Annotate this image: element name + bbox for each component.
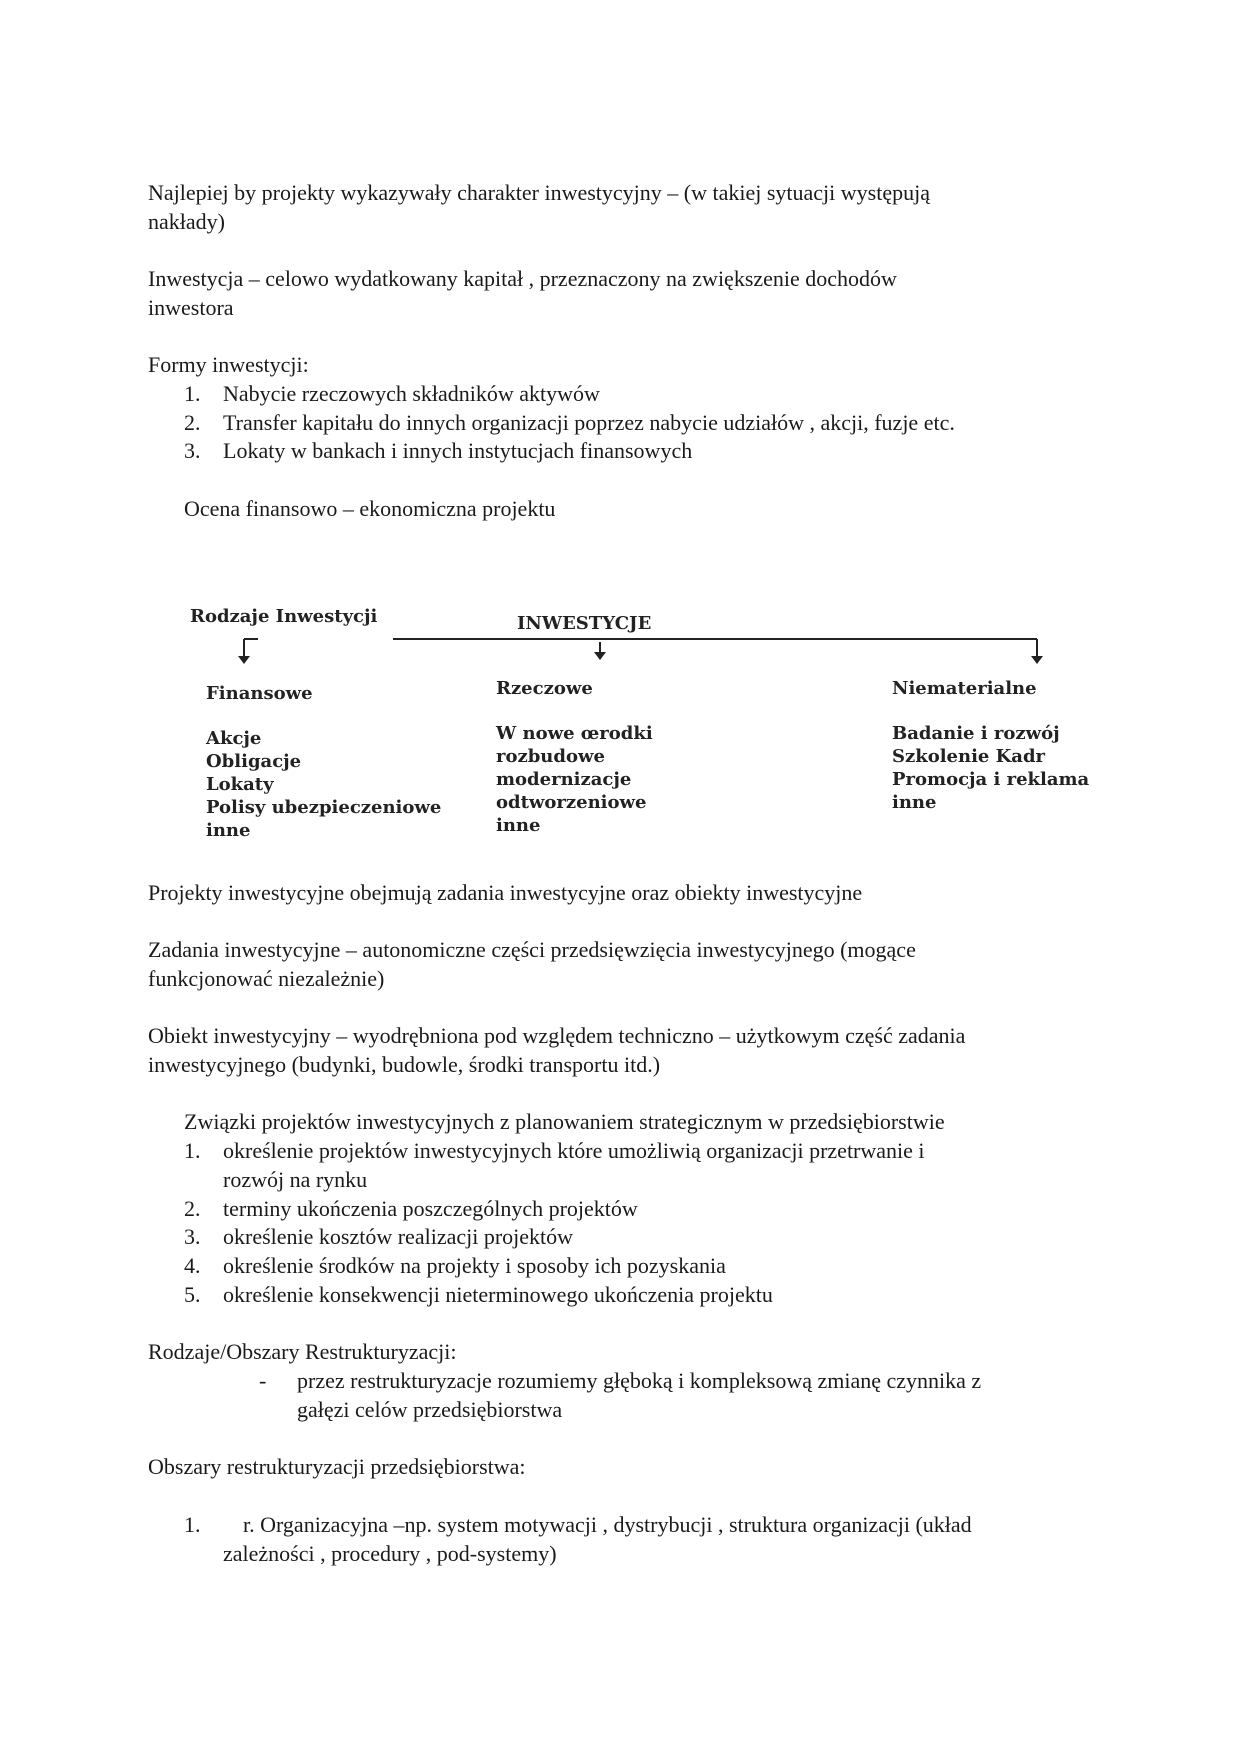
assessment-heading: Ocena finansowo – ekonomiczna projektu xyxy=(184,496,556,521)
forms-heading: Formy inwestycji: xyxy=(148,352,309,377)
investment-definition-line-1: Inwestycja – celowo wydatkowany kapitał , przeznaczony na zwiększenie dochodów xyxy=(148,266,897,291)
diagram-arrow-mid xyxy=(594,652,606,660)
tasks-line-1: Zadania inwestycyjne – autonomiczne części przedsięwzięcia inwestycyjnego (mogące xyxy=(148,937,916,962)
object-line-1: Obiekt inwestycyjny – wyodrębniona pod względem techniczno – użytkowym część zadania xyxy=(148,1023,966,1048)
strategic-item-5: określenie konsekwencji nieterminowego ukończenia projektu xyxy=(223,1282,773,1307)
forms-item-1: Nabycie rzeczowych składników aktywów xyxy=(223,381,600,406)
diagram-branch-rzeczowe-items xyxy=(496,722,653,837)
diagram-finansowe-item: inne xyxy=(206,820,251,841)
intro-line-2: nakłady) xyxy=(148,209,225,234)
diagram-branch-rzeczowe-title: Rzeczowe xyxy=(496,678,593,699)
diagram-finansowe-item: Akcje xyxy=(206,728,262,749)
strategic-item-4: określenie środków na projekty i sposoby ich pozyskania xyxy=(223,1253,726,1278)
strategic-item-1-line-2: rozwój na rynku xyxy=(223,1167,368,1192)
forms-item-2: Transfer kapitału do innych organizacji poprzez nabycie udziałów , akcji, fuzje etc. xyxy=(223,410,955,435)
diagram-finansowe-item: Obligacje xyxy=(206,751,302,772)
strategic-item-2-number: 2. xyxy=(184,1196,201,1221)
diagram-arrow-right xyxy=(1031,656,1043,664)
areas-item-1-line-1: r. Organizacyjna –np. system motywacji , dystrybucji , struktura organizacji (układ xyxy=(243,1512,972,1537)
restructuring-line-2: gałęzi celów przedsiębiorstwa xyxy=(297,1397,563,1422)
diagram-finansowe-item: Polisy ubezpieczeniowe xyxy=(206,797,442,818)
forms-item-3: Lokaty w bankach i innych instytucjach finansowych xyxy=(223,438,693,463)
diagram-rzeczowe-item: odtworzeniowe xyxy=(496,792,647,813)
diagram-branch-niematerialne-title: Niematerialne xyxy=(892,678,1037,699)
diagram-label-types: Rodzaje Inwestycji xyxy=(190,606,378,627)
areas-item-1-number: 1. xyxy=(184,1512,201,1537)
object-line-2: inwestycyjnego (budynki, budowle, środki transportu itd.) xyxy=(148,1052,661,1077)
forms-item-1-number: 1. xyxy=(184,381,201,406)
diagram-niematerialne-item: Badanie i rozwój xyxy=(892,723,1060,744)
strategic-item-1-number: 1. xyxy=(184,1138,201,1163)
strategic-item-3: określenie kosztów realizacji projektów xyxy=(223,1224,574,1249)
diagram-finansowe-item: Lokaty xyxy=(206,774,274,795)
diagram-branch-niematerialne-items xyxy=(892,722,1089,814)
projects-paragraph: Projekty inwestycyjne obejmują zadania inwestycyjne oraz obiekty inwestycyjne xyxy=(148,880,863,905)
tasks-line-2: funkcjonować niezależnie) xyxy=(148,966,385,991)
strategic-heading: Związki projektów inwestycyjnych z planowaniem strategicznym w przedsiębiorstwie xyxy=(184,1109,945,1134)
areas-item-1-line-2: zależności , procedury , pod-systemy) xyxy=(223,1541,557,1566)
intro-line-1: Najlepiej by projekty wykazywały charakter inwestycyjny – (w takiej sytuacji występują xyxy=(148,180,930,205)
diagram-niematerialne-item: Promocja i reklama xyxy=(892,769,1090,790)
strategic-item-4-number: 4. xyxy=(184,1253,201,1278)
restructuring-dash: - xyxy=(259,1368,267,1393)
diagram-niematerialne-item: Szkolenie Kadr xyxy=(892,746,1046,767)
diagram-rzeczowe-item: modernizacje xyxy=(496,769,632,790)
strategic-item-2: terminy ukończenia poszczególnych projektów xyxy=(223,1196,638,1221)
diagram-rzeczowe-item: W nowe œrodki xyxy=(496,723,653,744)
diagram-branch-finansowe-title: Finansowe xyxy=(206,683,313,704)
diagram-rzeczowe-item: inne xyxy=(496,815,541,836)
investment-definition-line-2: inwestora xyxy=(148,295,234,320)
restructuring-line-1: przez restrukturyzacje rozumiemy głęboką i kompleksową zmianę czynnika z xyxy=(297,1368,982,1393)
areas-heading: Obszary restrukturyzacji przedsiębiorstwa: xyxy=(148,1454,526,1479)
forms-item-2-number: 2. xyxy=(184,410,201,435)
diagram-branch-finansowe-items xyxy=(206,727,441,842)
strategic-item-1-line-1: określenie projektów inwestycyjnych które umożliwią organizacji przetrwanie i xyxy=(223,1138,925,1163)
restructuring-heading: Rodzaje/Obszary Restrukturyzacji: xyxy=(148,1339,457,1364)
strategic-item-3-number: 3. xyxy=(184,1224,201,1249)
strategic-item-5-number: 5. xyxy=(184,1282,201,1307)
diagram-root: INWESTYCJE xyxy=(517,613,652,634)
forms-item-3-number: 3. xyxy=(184,438,201,463)
diagram-arrow-left xyxy=(238,656,250,664)
diagram-niematerialne-item: inne xyxy=(892,792,937,813)
diagram-rzeczowe-item: rozbudowe xyxy=(496,746,605,767)
